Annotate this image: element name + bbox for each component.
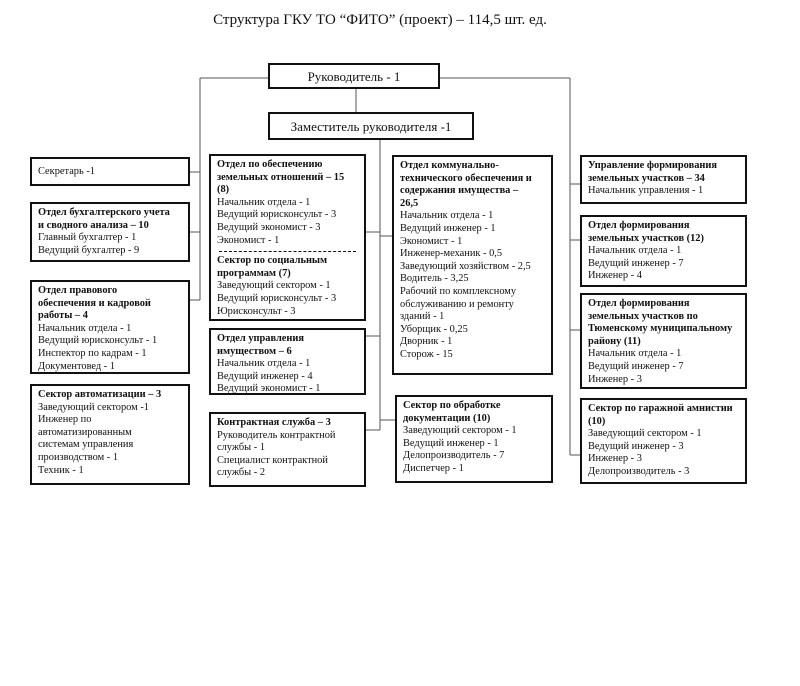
staff-line-2: Ведущий инженер - 7 xyxy=(588,360,684,372)
staff-line-2: Ведущий бухгалтер - 9 xyxy=(38,244,140,256)
tyumen-dept-box xyxy=(580,293,747,389)
staff-line-7: Рабочий по комплексному xyxy=(400,285,517,297)
subsector-heading-line-2: программам (7) xyxy=(217,267,291,279)
staff-line-1: Начальник отдела - 1 xyxy=(217,358,311,370)
unit-heading-line-1: Контрактная служба – 3 xyxy=(217,417,331,428)
land-relations-dept-box xyxy=(209,154,366,321)
staff-line-3: Инженер - 4 xyxy=(588,270,642,282)
staff-line-6: Техник - 1 xyxy=(38,464,84,476)
unit-heading-line-1: Отдел по обеспечению xyxy=(217,159,323,170)
unit-heading-line-2: земельных участков – 34 xyxy=(588,172,705,184)
property-dept-box xyxy=(209,328,366,395)
staff-line-1: Заведующий сектором -1 xyxy=(38,401,149,413)
staff-line-3: Делопроизводитель - 7 xyxy=(403,450,505,462)
unit-heading-line-3: Тюменскому муниципальному xyxy=(588,323,733,335)
staff-line-5: Заведующий хозяйством - 2,5 xyxy=(400,260,531,272)
page-title: Структура ГКУ ТО “ФИТО” (проект) – 114,5 шт. ед. xyxy=(213,12,547,28)
staff-line-1: Заведующий сектором - 1 xyxy=(403,425,517,437)
leader-box xyxy=(268,63,440,89)
staff-line-1: Заведующий сектором - 1 xyxy=(588,428,702,440)
communal-dept-box xyxy=(392,155,553,375)
unit-heading-line-1: Отдел управления xyxy=(217,333,305,344)
formation-directorate-box xyxy=(580,155,747,204)
staff-line-11: Дворник - 1 xyxy=(400,336,453,348)
automation-sector-box xyxy=(30,384,190,485)
garage-sector-box xyxy=(580,398,747,484)
staff-line-4: Делопроизводитель - 3 xyxy=(588,465,690,477)
legal-dept-box xyxy=(30,280,190,374)
staff-line-1: Руководитель контрактной xyxy=(217,429,336,441)
unit-heading-line-1: Отдел коммунально- xyxy=(400,160,499,171)
staff-line-1: Начальник отдела - 1 xyxy=(588,348,682,360)
staff-line-2: Ведущий инженер - 1 xyxy=(403,437,499,449)
staff-line-10: Уборщик - 0,25 xyxy=(400,323,468,335)
unit-heading-line-1: Сектор автоматизации – 3 xyxy=(38,389,162,400)
subsector-staff-line-1: Заведующий сектором - 1 xyxy=(217,280,331,292)
unit-heading-line-1: Управление формирования xyxy=(588,160,718,171)
unit-heading-line-2: земельных участков по xyxy=(588,310,698,322)
unit-heading-line-2: (10) xyxy=(588,415,606,427)
unit-heading-line-2: имуществом – 6 xyxy=(217,345,292,357)
staff-line-3: Ведущий экономист - 1 xyxy=(217,383,321,395)
unit-heading-line-2: земельных участков (12) xyxy=(588,232,704,244)
formation-dept-box xyxy=(580,215,747,287)
unit-heading-line-2: земельных отношений – 15 xyxy=(217,171,345,183)
staff-line-2: Ведущий инженер - 4 xyxy=(217,370,313,382)
staff-line-4: Документовед - 1 xyxy=(38,360,116,372)
secretary-label: Секретарь -1 xyxy=(38,166,95,177)
accounting-dept-box xyxy=(30,202,190,262)
staff-line-5: производством - 1 xyxy=(38,451,119,463)
staff-line-8: обслуживанию и ремонту xyxy=(400,298,514,310)
staff-line-1: Начальник отдела - 1 xyxy=(588,245,682,257)
staff-line-3: Ведущий экономист - 3 xyxy=(217,221,321,233)
staff-line-3: автоматизированным xyxy=(38,426,132,438)
staff-line-3: Инженер - 3 xyxy=(588,373,642,385)
unit-heading-line-1: Отдел бухгалтерского учета xyxy=(38,207,170,218)
staff-line-4: системам управления xyxy=(38,439,134,451)
unit-heading-line-2: документации (10) xyxy=(403,412,491,424)
staff-line-4: Диспетчер - 1 xyxy=(403,462,464,474)
unit-heading-line-1: Отдел правового xyxy=(38,285,118,296)
staff-line-2: Ведущий инженер - 1 xyxy=(400,222,496,234)
staff-line-1: Начальник управления - 1 xyxy=(588,185,704,197)
staff-line-3: Инженер - 3 xyxy=(588,453,642,465)
staff-line-1: Начальник отдела - 1 xyxy=(217,196,311,208)
staff-line-3: Экономист - 1 xyxy=(400,235,463,247)
staff-line-4: службы - 2 xyxy=(217,467,266,479)
contract-service-box xyxy=(209,412,366,487)
unit-heading-line-3: работы – 4 xyxy=(38,310,88,322)
staff-line-2: службы - 1 xyxy=(217,442,266,454)
unit-heading-line-2: и сводного анализа – 10 xyxy=(38,219,149,231)
unit-heading-line-4: району (11) xyxy=(588,335,641,347)
records-sector-box xyxy=(395,395,553,483)
deputy-box xyxy=(268,112,474,140)
unit-heading-line-1: Сектор по гаражной амнистии xyxy=(588,403,733,414)
staff-line-6: Водитель - 3,25 xyxy=(400,273,469,285)
staff-line-3: Специалист контрактной xyxy=(217,454,328,466)
unit-heading-line-1: Отдел формирования xyxy=(588,220,690,231)
staff-line-2: Инженер по xyxy=(38,414,92,426)
staff-line-3: Инспектор по кадрам - 1 xyxy=(38,347,147,359)
staff-line-1: Начальник отдела - 1 xyxy=(38,322,132,334)
subsector-heading-line-1: Сектор по социальным xyxy=(217,255,328,267)
unit-heading-line-3: (8) xyxy=(217,184,230,196)
staff-line-2: Ведущий юрисконсульт - 3 xyxy=(217,209,337,221)
staff-line-2: Ведущий инженер - 7 xyxy=(588,257,684,269)
unit-heading-line-4: 26,5 xyxy=(400,197,419,209)
dashed-divider xyxy=(219,251,356,252)
staff-line-4: Инженер-механик - 0,5 xyxy=(400,248,503,260)
secretary-box xyxy=(30,157,190,186)
subsector-staff-line-2: Ведущий юрисконсульт - 3 xyxy=(217,292,337,304)
staff-line-12: Сторож - 15 xyxy=(400,348,453,360)
unit-heading-line-2: технического обеспечения и xyxy=(400,172,532,184)
staff-line-1: Начальник отдела - 1 xyxy=(400,210,494,222)
staff-line-1: Главный бухгалтер - 1 xyxy=(38,232,137,244)
staff-line-4: Экономист - 1 xyxy=(217,234,280,246)
staff-line-2: Ведущий инженер - 3 xyxy=(588,440,684,452)
unit-heading-line-1: Отдел формирования xyxy=(588,298,690,309)
unit-heading-line-1: Сектор по обработке xyxy=(403,400,501,411)
staff-line-9: зданий - 1 xyxy=(400,311,445,323)
deputy-label: Заместитель руководителя -1 xyxy=(290,119,452,134)
unit-heading-line-3: содержания имущества – xyxy=(400,185,519,197)
unit-heading-line-2: обеспечения и кадровой xyxy=(38,297,151,309)
staff-line-2: Ведущий юрисконсульт - 1 xyxy=(38,335,158,347)
leader-label: Руководитель - 1 xyxy=(307,69,401,84)
subsector-staff-line-3: Юрисконсульт - 3 xyxy=(217,305,296,317)
